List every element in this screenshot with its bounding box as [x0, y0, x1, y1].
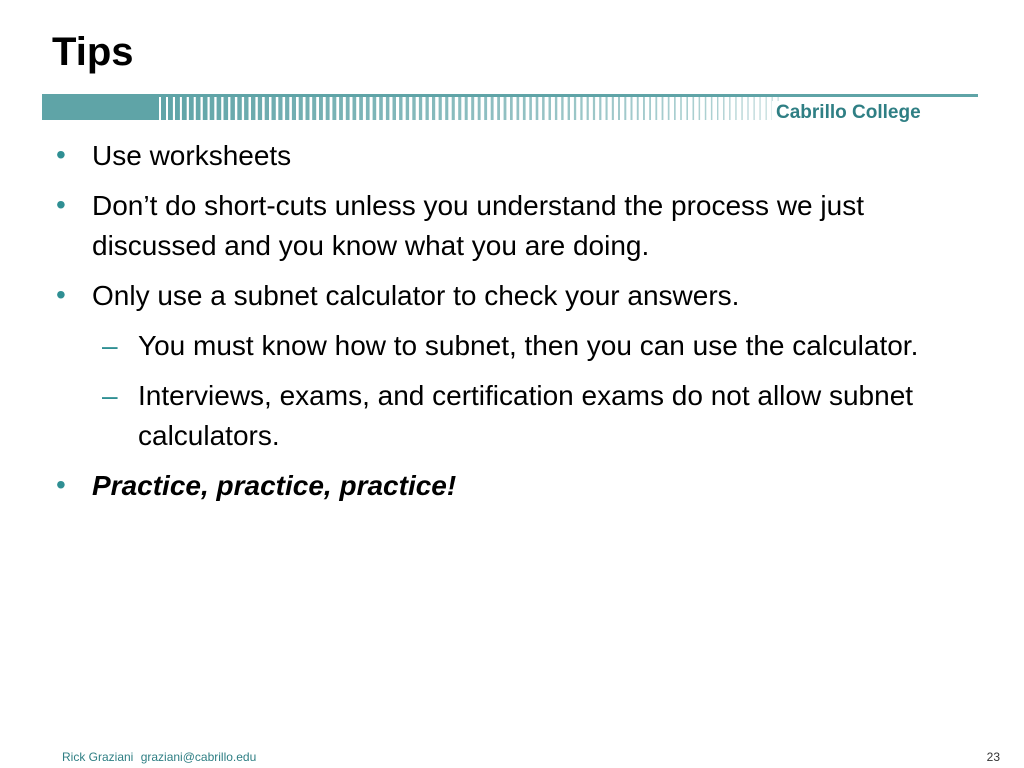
band-stripe: [285, 97, 289, 120]
band-stripe: [237, 97, 242, 120]
band-stripe: [426, 97, 429, 120]
band-stripe: [580, 97, 582, 120]
band-stripe: [587, 97, 589, 120]
band-stripe: [754, 97, 755, 120]
bullet-list: [52, 136, 982, 516]
band-stripe: [568, 97, 570, 120]
band-stripe: [210, 97, 215, 120]
band-stripe: [379, 97, 383, 120]
band-stripe: [655, 97, 657, 120]
bullet-item: [52, 466, 982, 506]
band-stripe: [319, 97, 323, 120]
band-stripe: [637, 97, 639, 120]
bullet-text: Use worksheets: [92, 140, 292, 171]
band-stripe: [224, 97, 229, 120]
footer-author-name: Rick Graziani: [62, 750, 134, 764]
band-stripe: [439, 97, 442, 120]
band-stripe: [168, 97, 173, 120]
band-stripe: [662, 97, 664, 120]
band-stripe: [606, 97, 608, 120]
band-stripe: [680, 97, 682, 120]
band-stripe: [561, 97, 563, 120]
band-stripe: [399, 97, 402, 120]
band-stripe: [735, 97, 736, 120]
bullet-text: Only use a subnet calculator to check your answers.: [92, 280, 740, 311]
band-stripe: [574, 97, 576, 120]
bullet-item: [52, 136, 982, 176]
footer-email: graziani@cabrillo.edu: [140, 750, 257, 764]
slide-title: Tips: [52, 30, 134, 74]
band-stripe: [366, 97, 370, 120]
band-stripe: [471, 97, 474, 120]
sub-bullet-item: [52, 326, 982, 366]
band-stripe: [373, 97, 377, 120]
band-stripe: [747, 97, 748, 120]
band-stripe: [154, 97, 159, 120]
sub-bullet-marker: –: [102, 380, 118, 411]
band-stripe: [312, 97, 316, 120]
band-stripe: [244, 97, 248, 120]
band-stripe: [760, 97, 761, 120]
band-stripe: [306, 97, 310, 120]
band-stripe: [649, 97, 651, 120]
band-stripe: [693, 97, 695, 120]
band-stripe: [717, 97, 718, 120]
band-stripe: [332, 97, 336, 120]
band-stripe: [517, 97, 520, 120]
band-stripe: [612, 97, 614, 120]
band-stripe: [265, 97, 269, 120]
bullet-marker: •: [56, 469, 66, 500]
band-stripe: [723, 97, 724, 120]
band-stripe: [674, 97, 676, 120]
band-stripe: [529, 97, 532, 120]
band-stripe: [196, 97, 201, 120]
band-stripe: [741, 97, 742, 120]
band-stripe: [393, 97, 397, 120]
brand-logo-text: Cabrillo College: [772, 101, 925, 125]
band-stripe: [618, 97, 620, 120]
band-stripe: [419, 97, 422, 120]
band-stripe: [504, 97, 507, 120]
bullet-marker: •: [56, 279, 66, 310]
sub-bullet-text: You must know how to subnet, then you can use the calculator.: [138, 330, 919, 361]
band-stripe: [711, 97, 713, 120]
band-stripe: [278, 97, 282, 120]
band-stripe: [359, 97, 363, 120]
bullet-item: [52, 276, 982, 316]
sub-bullet-marker: –: [102, 330, 118, 361]
band-stripe: [258, 97, 262, 120]
band-stripe: [766, 97, 767, 120]
band-stripe: [175, 97, 180, 120]
band-stripe: [161, 97, 166, 120]
band-stripe: [432, 97, 435, 120]
band-stripe: [599, 97, 601, 120]
band-stripe: [699, 97, 701, 120]
bullet-text: Don’t do short-cuts unless you understand the process we just discussed and you know what you are doing.: [92, 190, 864, 261]
band-stripe: [478, 97, 481, 120]
band-stripe: [668, 97, 670, 120]
band-stripe: [536, 97, 539, 120]
band-stripe: [251, 97, 255, 120]
band-stripe: [217, 97, 222, 120]
band-stripe: [182, 97, 187, 120]
sub-bullet-item: [52, 376, 982, 456]
bullet-marker: •: [56, 189, 66, 220]
bullet-marker: •: [56, 139, 66, 170]
band-stripe: [353, 97, 357, 120]
band-stripe: [643, 97, 645, 120]
page-number: 23: [986, 750, 1000, 764]
sub-bullet-text: Interviews, exams, and certification exams do not allow subnet calculators.: [138, 380, 914, 451]
bullet-text-emphasis: Practice, practice, practice!: [92, 470, 457, 501]
band-stripe: [510, 97, 513, 120]
band-stripe: [299, 97, 303, 120]
band-stripe: [523, 97, 526, 120]
band-stripe: [593, 97, 595, 120]
band-stripe: [445, 97, 448, 120]
band-stripe: [406, 97, 409, 120]
band-stripe: [458, 97, 461, 120]
band-stripe: [686, 97, 688, 120]
band-stripe: [497, 97, 500, 120]
footer-author: [62, 749, 256, 765]
band-stripe: [346, 97, 350, 120]
band-stripe: [230, 97, 235, 120]
band-stripe: [203, 97, 208, 120]
band-stripe: [624, 97, 626, 120]
band-stripe: [339, 97, 343, 120]
band-stripe: [705, 97, 707, 120]
band-stripe: [729, 97, 730, 120]
band-stripe: [484, 97, 487, 120]
band-stripe: [272, 97, 276, 120]
band-stripe: [555, 97, 557, 120]
band-stripe: [386, 97, 390, 120]
band-stripe: [189, 97, 194, 120]
band-stripe: [452, 97, 455, 120]
band-stripe: [542, 97, 545, 120]
band-stripe: [549, 97, 552, 120]
band-solid-block: [42, 96, 154, 120]
bullet-item: [52, 186, 982, 266]
band-stripe: [491, 97, 494, 120]
band-stripe: [412, 97, 415, 120]
band-stripe: [292, 97, 296, 120]
band-stripe: [326, 97, 330, 120]
band-top-line: [42, 94, 978, 97]
band-stripe: [631, 97, 633, 120]
band-stripe: [465, 97, 468, 120]
